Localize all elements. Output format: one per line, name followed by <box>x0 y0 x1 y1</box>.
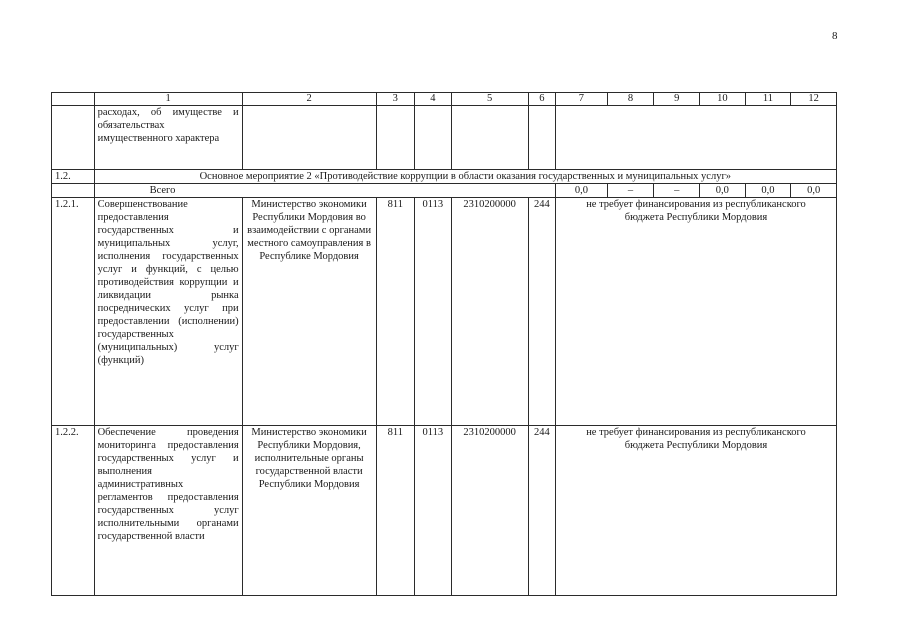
header-cell: 10 <box>700 93 746 106</box>
total-value: 0,0 <box>556 184 608 198</box>
total-value: – <box>654 184 700 198</box>
section-title: Основное мероприятие 2 «Противодействие коррупции в области оказания государственных и муниципальных услуг» <box>94 170 836 184</box>
cont-num-cell <box>52 106 95 170</box>
header-cell: 1 <box>94 93 242 106</box>
row-name: Совершенствование предоставления государственных и муниципальных услуг, исполнения государственных услуг и функций, с целью противодействия коррупции и ликвидации рынка посреднических услуг при предоставлении (исполнении) государственных (муниципальных) услуг (функций) <box>94 198 242 426</box>
table-row <box>52 426 837 596</box>
cont-empty-cell <box>528 106 555 170</box>
header-cell: 6 <box>528 93 555 106</box>
total-value: 0,0 <box>745 184 791 198</box>
row-csr: 2310200000 <box>451 198 528 426</box>
cont-empty-cell <box>415 106 452 170</box>
row-name: Обеспечение проведения мониторинга предоставления государственных услуг и выполнения административных регламентов предоставления государственных услуг исполнительными органами государственной власти <box>94 426 242 596</box>
page-number: 8 <box>832 30 838 42</box>
header-cell: 5 <box>451 93 528 106</box>
header-cell: 2 <box>242 93 376 106</box>
header-cell: 11 <box>745 93 791 106</box>
cont-empty-cell <box>451 106 528 170</box>
header-cell: 9 <box>654 93 700 106</box>
cont-name-cell: расходах, об имуществе и обязательствах имущественного характера <box>94 106 242 170</box>
row-num: 1.2.1. <box>52 198 95 426</box>
row-grbs: 811 <box>376 426 415 596</box>
row-funding: не требует финансирования из республиканского бюджета Республики Мордовия <box>556 198 837 426</box>
header-cell: 8 <box>607 93 654 106</box>
header-cell: 4 <box>415 93 452 106</box>
header-cell: 7 <box>556 93 608 106</box>
row-funding: не требует финансирования из республиканского бюджета Республики Мордовия <box>556 426 837 596</box>
row-rzpr: 0113 <box>415 426 452 596</box>
row-num: 1.2.2. <box>52 426 95 596</box>
row-executor: Министерство экономики Республики Мордовия, исполнительные органы государственной власти Республики Мордовия <box>242 426 376 596</box>
continuation-row <box>52 106 837 170</box>
total-value: 0,0 <box>791 184 837 198</box>
table-row <box>52 198 837 426</box>
column-number-row <box>52 93 837 106</box>
total-num-cell <box>52 184 95 198</box>
row-executor: Министерство экономики Республики Мордовия во взаимодействии с органами местного самоуправления в Республике Мордовия <box>242 198 376 426</box>
section-row <box>52 170 837 184</box>
total-label: Всего <box>94 184 555 198</box>
total-value: – <box>607 184 654 198</box>
header-cell: 12 <box>791 93 837 106</box>
cont-empty-cell <box>376 106 415 170</box>
row-csr: 2310200000 <box>451 426 528 596</box>
total-value: 0,0 <box>700 184 746 198</box>
row-rzpr: 0113 <box>415 198 452 426</box>
row-vr: 244 <box>528 426 555 596</box>
row-vr: 244 <box>528 198 555 426</box>
header-cell: 3 <box>376 93 415 106</box>
header-cell <box>52 93 95 106</box>
cont-executor-cell <box>242 106 376 170</box>
measures-table <box>51 92 837 596</box>
total-row <box>52 184 837 198</box>
cont-funding-cell <box>556 106 837 170</box>
row-grbs: 811 <box>376 198 415 426</box>
section-num: 1.2. <box>52 170 95 184</box>
